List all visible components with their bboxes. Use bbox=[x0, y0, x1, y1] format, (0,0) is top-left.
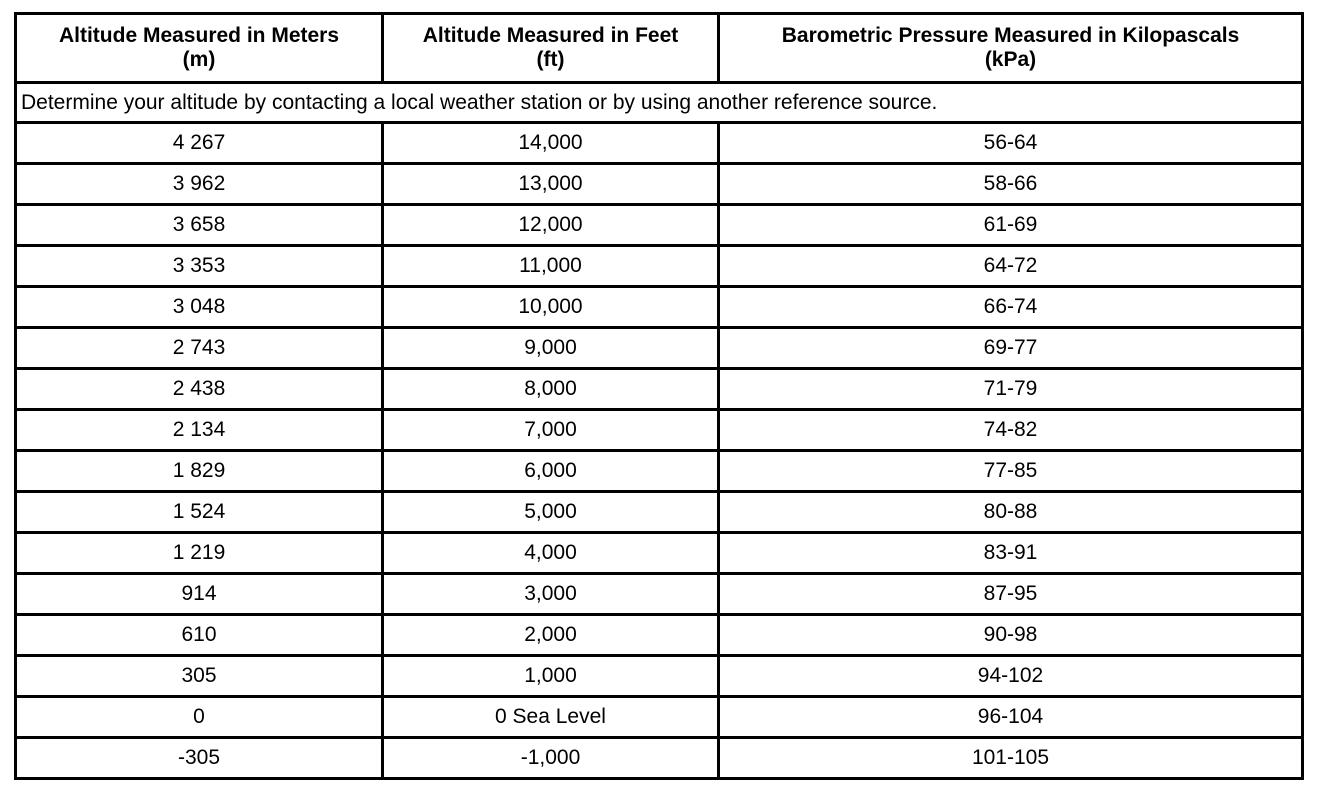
cell-meters: 3 048 bbox=[16, 287, 383, 328]
table-row bbox=[16, 410, 1303, 451]
cell-feet: 11,000 bbox=[383, 246, 719, 287]
cell-meters: 2 438 bbox=[16, 369, 383, 410]
cell-feet: 4,000 bbox=[383, 533, 719, 574]
cell-pressure: 83-91 bbox=[719, 533, 1303, 574]
header-meters-title: Altitude Measured in Meters bbox=[58, 24, 340, 47]
header-feet-title: Altitude Measured in Feet bbox=[422, 24, 679, 47]
table-row bbox=[16, 369, 1303, 410]
cell-feet: 10,000 bbox=[383, 287, 719, 328]
table-row bbox=[16, 328, 1303, 369]
header-row bbox=[16, 14, 1303, 83]
cell-feet: 8,000 bbox=[383, 369, 719, 410]
table-row bbox=[16, 246, 1303, 287]
cell-pressure: 58-66 bbox=[719, 164, 1303, 205]
header-pressure bbox=[719, 14, 1303, 83]
cell-meters: 610 bbox=[16, 615, 383, 656]
table-row bbox=[16, 656, 1303, 697]
table-row bbox=[16, 697, 1303, 738]
cell-pressure: 74-82 bbox=[719, 410, 1303, 451]
header-pressure-unit: (kPa) bbox=[984, 48, 1037, 71]
cell-meters: 1 219 bbox=[16, 533, 383, 574]
cell-feet: -1,000 bbox=[383, 738, 719, 779]
table-row bbox=[16, 574, 1303, 615]
cell-meters: 4 267 bbox=[16, 123, 383, 164]
cell-pressure: 101-105 bbox=[719, 738, 1303, 779]
table-row bbox=[16, 615, 1303, 656]
cell-meters: 3 658 bbox=[16, 205, 383, 246]
table-row bbox=[16, 492, 1303, 533]
cell-feet: 12,000 bbox=[383, 205, 719, 246]
note-text: Determine your altitude by contacting a local weather station or by using another reference source. bbox=[16, 83, 1303, 123]
cell-pressure: 94-102 bbox=[719, 656, 1303, 697]
header-pressure-title: Barometric Pressure Measured in Kilopascals bbox=[781, 24, 1240, 47]
header-feet bbox=[383, 14, 719, 83]
cell-pressure: 66-74 bbox=[719, 287, 1303, 328]
header-meters-unit: (m) bbox=[182, 48, 216, 71]
header-feet-unit: (ft) bbox=[536, 48, 565, 71]
cell-feet: 5,000 bbox=[383, 492, 719, 533]
cell-meters: 3 353 bbox=[16, 246, 383, 287]
table-row bbox=[16, 738, 1303, 779]
cell-pressure: 64-72 bbox=[719, 246, 1303, 287]
cell-meters: -305 bbox=[16, 738, 383, 779]
cell-pressure: 96-104 bbox=[719, 697, 1303, 738]
cell-pressure: 80-88 bbox=[719, 492, 1303, 533]
cell-pressure: 56-64 bbox=[719, 123, 1303, 164]
cell-feet: 2,000 bbox=[383, 615, 719, 656]
table-row bbox=[16, 123, 1303, 164]
cell-pressure: 71-79 bbox=[719, 369, 1303, 410]
cell-feet: 14,000 bbox=[383, 123, 719, 164]
altitude-pressure-table bbox=[14, 12, 1304, 780]
cell-feet: 13,000 bbox=[383, 164, 719, 205]
note-row bbox=[16, 83, 1303, 123]
cell-meters: 1 829 bbox=[16, 451, 383, 492]
cell-pressure: 61-69 bbox=[719, 205, 1303, 246]
cell-meters: 305 bbox=[16, 656, 383, 697]
cell-meters: 0 bbox=[16, 697, 383, 738]
cell-feet: 1,000 bbox=[383, 656, 719, 697]
table-row bbox=[16, 451, 1303, 492]
table-body bbox=[16, 83, 1303, 779]
table-row bbox=[16, 287, 1303, 328]
cell-feet: 7,000 bbox=[383, 410, 719, 451]
cell-feet: 6,000 bbox=[383, 451, 719, 492]
header-meters bbox=[16, 14, 383, 83]
cell-feet: 3,000 bbox=[383, 574, 719, 615]
cell-pressure: 87-95 bbox=[719, 574, 1303, 615]
cell-pressure: 90-98 bbox=[719, 615, 1303, 656]
table-row bbox=[16, 164, 1303, 205]
cell-meters: 1 524 bbox=[16, 492, 383, 533]
cell-feet: 9,000 bbox=[383, 328, 719, 369]
table-row bbox=[16, 205, 1303, 246]
cell-meters: 2 134 bbox=[16, 410, 383, 451]
cell-pressure: 77-85 bbox=[719, 451, 1303, 492]
cell-meters: 2 743 bbox=[16, 328, 383, 369]
cell-meters: 914 bbox=[16, 574, 383, 615]
cell-pressure: 69-77 bbox=[719, 328, 1303, 369]
table-row bbox=[16, 533, 1303, 574]
cell-meters: 3 962 bbox=[16, 164, 383, 205]
cell-feet: 0 Sea Level bbox=[383, 697, 719, 738]
